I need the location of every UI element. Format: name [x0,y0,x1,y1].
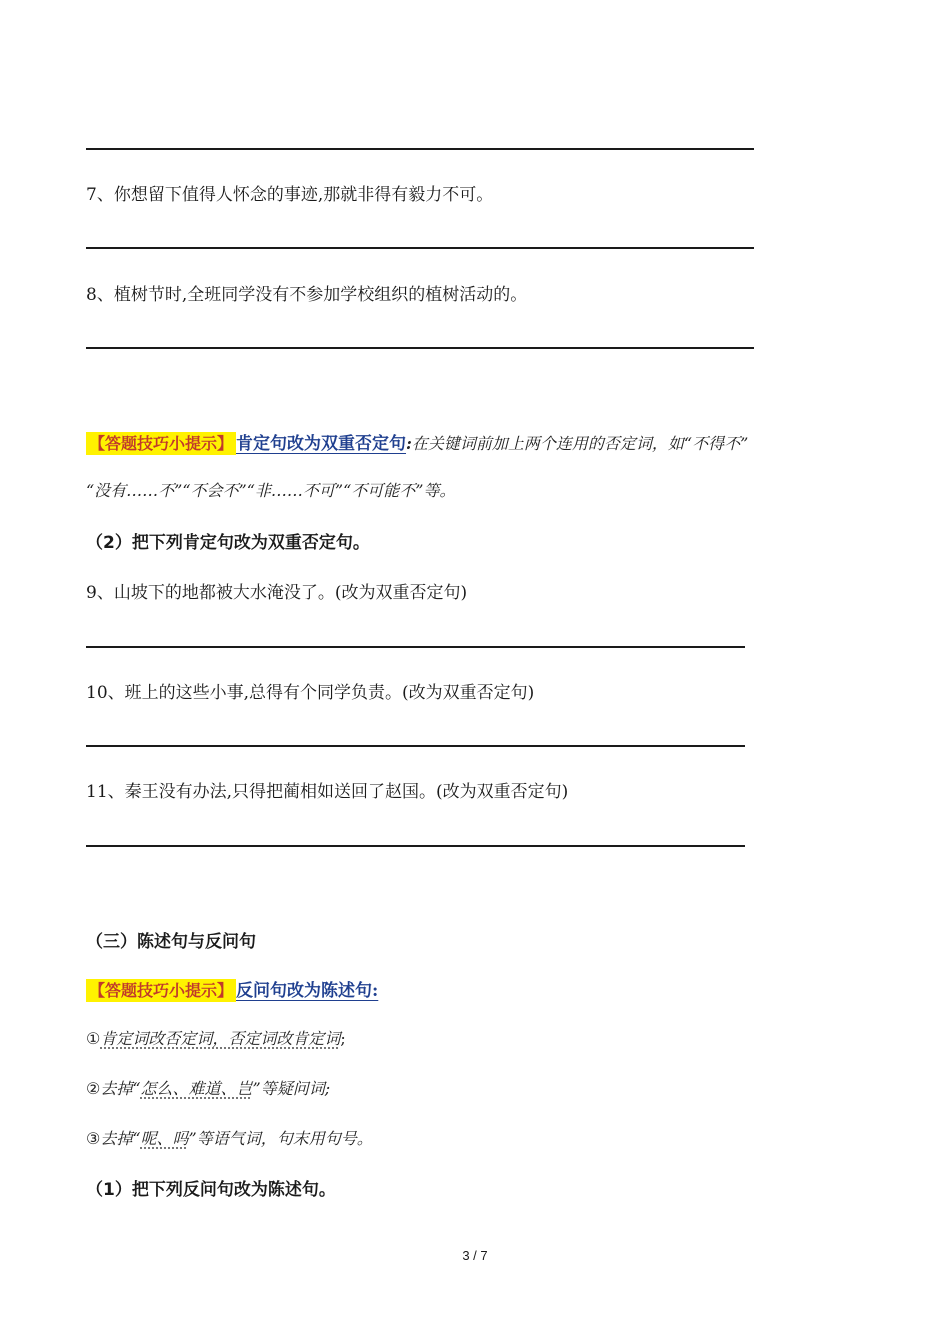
rule-end: ; [340,1029,346,1048]
tip-label: 【答题技巧小提示】 [86,979,236,1002]
tip-title: 肯定句改为双重否定句 [236,434,407,454]
rule-pre: 去掉“ [100,1079,141,1098]
tip-box-2 [86,976,378,1001]
answer-line[interactable] [86,247,754,249]
answer-line[interactable] [86,347,754,349]
tip-title: 反问句改为陈述句: [236,981,379,1001]
section-2-heading: （2）把下列肯定句改为双重否定句。 [86,533,370,553]
answer-line[interactable] [86,646,745,648]
rule-pre: 去掉“ [100,1129,141,1148]
rule-1 [86,1026,346,1049]
rule-number: ③ [86,1129,101,1148]
tip-body: 在关键词前加上两个连用的否定词，如“不得不” [411,434,749,453]
rule-2 [86,1076,330,1099]
answer-line[interactable] [86,745,745,747]
rule-post: ”等语气词，句末用句号。 [188,1129,373,1148]
answer-line[interactable] [86,148,754,150]
answer-line[interactable] [86,845,745,847]
tip-body-continued: “没有……不”“不会不”“非……不可”“不可能不”等。 [86,481,456,500]
question-11: 11、秦王没有办法,只得把蔺相如送回了赵国。(改为双重否定句) [86,782,569,802]
tip-label: 【答题技巧小提示】 [86,432,236,455]
rule-text: 怎么、难道、岂 [140,1079,253,1098]
page-number: 3 / 7 [462,1248,488,1263]
section-3-subheading: （1）把下列反问句改为陈述句。 [86,1180,336,1200]
question-7: 7、你想留下值得人怀念的事迹,那就非得有毅力不可。 [86,185,494,205]
rule-text: 肯定词改否定词，否定词改肯定词 [100,1029,341,1048]
question-8: 8、植树节时,全班同学没有不参加学校组织的植树活动的。 [86,285,528,305]
rule-post: ”等疑问词; [252,1079,331,1098]
rule-text: 呢、吗 [140,1129,189,1148]
tip-box-1 [86,429,748,454]
section-3-heading: （三）陈述句与反问句 [86,932,256,952]
question-9: 9、山坡下的地都被大水淹没了。(改为双重否定句) [86,583,468,603]
tip-colon: : [406,434,412,453]
question-10: 10、班上的这些小事,总得有个同学负责。(改为双重否定句) [86,683,535,703]
rule-number: ① [86,1029,101,1048]
rule-3 [86,1126,373,1149]
rule-number: ② [86,1079,101,1098]
